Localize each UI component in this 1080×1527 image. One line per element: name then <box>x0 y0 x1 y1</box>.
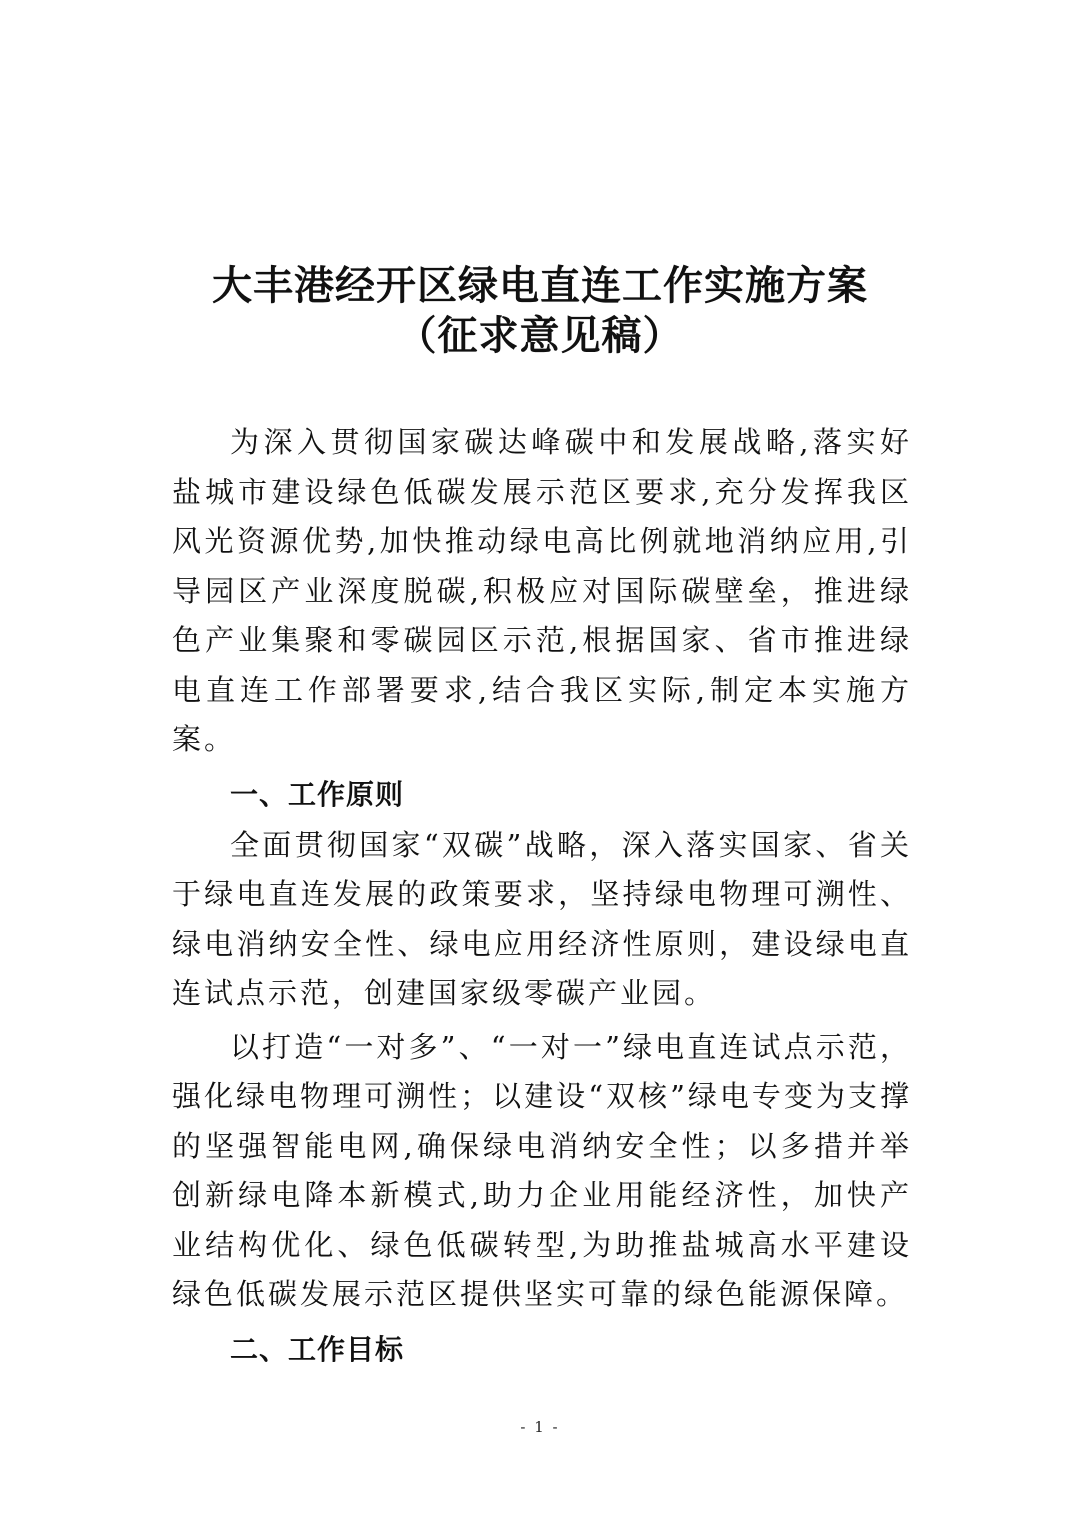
document-subtitle: （征求意见稿） <box>396 313 684 359</box>
principles-paragraph-1: 全面贯彻国家“双碳”战略，深入落实国家、省关于绿电直连发展的政策要求，坚持绿电物理可溯性、绿电消纳安全性、绿电应用经济性原则，建设绿电直连试点示范，创建国家级零碳产业园。 <box>172 827 912 1010</box>
page-number: - 1 - <box>520 1418 560 1436</box>
document-body <box>172 418 912 1376</box>
document-title: 大丰港经开区绿电直连工作实施方案 <box>212 263 868 309</box>
intro-paragraph: 为深入贯彻国家碳达峰碳中和发展战略,落实好盐城市建设绿色低碳发展示范区要求,充分发挥我区风光资源优势,加快推动绿电高比例就地消纳应用,引导园区产业深度脱碳,积极应对国际碳壁垒，推进绿色产业集聚和零碳园区示范,根据国家、省市推进绿电直连工作部署要求,结合我区实际,制定本实施方案。 <box>172 425 912 756</box>
principles-paragraph-2: 以打造“一对多”、“一对一”绿电直连试点示范，强化绿电物理可溯性；以建设“双核”绿电专变为支撑的坚强智能电网,确保绿电消纳安全性；以多措并举创新绿电降本新模式,助力企业用能经济性，加快产业结构优化、绿色低碳转型,为助推盐城高水平建设绿色低碳发展示范区提供坚实可靠的绿色能源保障。 <box>172 1029 912 1311</box>
section-heading-goals: 二、工作目标 <box>230 1332 405 1366</box>
section-heading-principles: 一、工作原则 <box>230 777 405 811</box>
